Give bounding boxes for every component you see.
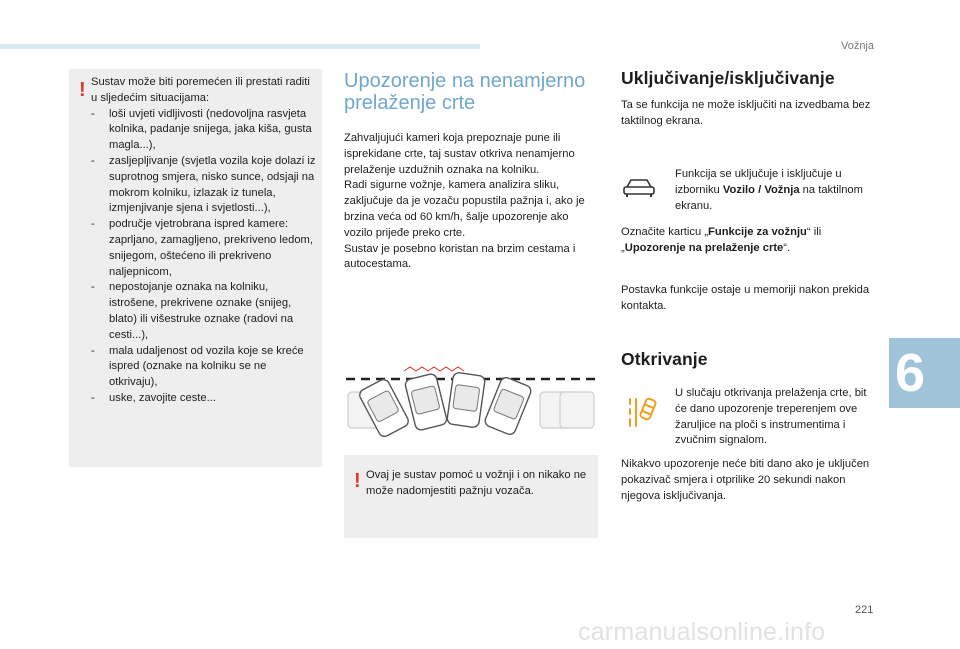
chapter-tab — [889, 338, 960, 408]
watermark: carmanualsonline.info — [578, 618, 826, 646]
section-title: Vožnja — [840, 40, 874, 52]
text-segment: “. — [783, 241, 791, 254]
header-bar — [0, 44, 480, 49]
text-segment: Funkcija se uključuje i isključuje u izborniku — [675, 168, 842, 196]
list-item: - loši uvjeti vidljivosti (nedovoljna rasvjeta kolnika, padanje snijega, jaka kiša, gusta magla...), — [91, 107, 317, 154]
paragraph: Sustav je posebno koristan na brzim cestama i autocestama. — [344, 242, 576, 271]
paragraph: Ta se funkcija ne može isključiti na izvedbama bez taktilnog ekrana. — [621, 99, 871, 127]
warning-box-driver-attention — [344, 455, 598, 538]
paragraph — [675, 167, 875, 214]
text-segment: Označite karticu „ — [621, 226, 709, 238]
intro-paragraphs — [344, 131, 598, 273]
warning-box-conditions — [69, 69, 322, 467]
warning-exclamation-icon: ! — [79, 79, 86, 101]
paragraph: Zahvaljujući kameri koja prepoznaje pune ili isprekidane crte, taj sustav otkriva nenamjerno prelaženje uzdužnih oznaka na kolniku. — [344, 132, 575, 176]
lane-departure-icon — [627, 391, 659, 429]
chapter-number: 6 — [894, 343, 926, 403]
section-heading-activation: Uključivanje/isključivanje — [621, 68, 835, 88]
text-segment: “ ili „ — [621, 226, 822, 254]
paragraph — [621, 225, 877, 257]
section-heading-lane-departure: Upozorenje na nenamjerno prelaženje crte — [344, 70, 586, 114]
list-item: - područje vjetrobrana ispred kamere: zaprljano, zamagljeno, prekriveno ledom, snijegom, oštećeno ili prekriveno naljepnicom, — [91, 217, 317, 280]
lane-departure-illustration — [344, 358, 598, 438]
text-segment: na taktilnom ekranu. — [675, 183, 863, 212]
tab-name: Funkcije za vožnju — [708, 226, 807, 238]
warning-text — [91, 75, 317, 407]
page-number: 221 — [855, 604, 874, 616]
paragraph: Nikakvo upozorenje neće biti dano ako je uključen pokazivač smjera i otprilike 20 sekundi nakon njegova isključivanja. — [621, 458, 870, 502]
paragraph: Postavka funkcije ostaje u memoriji nakon prekida kontakta. — [621, 284, 870, 312]
car-icon — [621, 175, 657, 199]
list-item: - mala udaljenost od vozila koje se kreće ispred (oznake na kolniku se ne otkrivaju), — [91, 344, 317, 391]
option-name: Upozorenje na prelaženje crte — [624, 241, 784, 254]
condition-list — [91, 107, 317, 407]
menu-path: Vozilo / Vožnja — [722, 183, 800, 196]
warning-intro: Sustav može biti poremećen ili prestati raditi u sljedećim situacijama: — [91, 76, 310, 104]
paragraph: Radi sigurne vožnje, kamera analizira sliku, zaključuje da je vozaču popustila pažnja i, ako je brzina veća od 60 km/h, šalje upozorenje ako vozilo prijeđe preko crte. — [344, 179, 585, 239]
warning-text: Ovaj je sustav pomoć u vožnji i on nikako ne može nadomjestiti pažnju vozača. — [366, 469, 587, 497]
list-item: - nepostojanje oznaka na kolniku, istrošene, prekrivene oznake (snijeg, blato) ili višestruke oznake (radovi na cesti...), — [91, 280, 317, 343]
section-heading-detection: Otkrivanje — [621, 349, 708, 369]
paragraph: U slučaju otkrivanja prelaženja crte, bit će dano upozorenje treperenjem ove žaruljice na ploči s instrumentima i zvučnim signalom. — [675, 387, 867, 447]
warning-exclamation-icon: ! — [354, 470, 361, 492]
list-item: - zasljepljivanje (svjetla vozila koje dolazi iz suprotnog smjera, nisko sunce, odsjaji na mokrom kolniku, izlazak iz tunela, izmjenjivanje sjena i svjetlosti...), — [91, 154, 317, 217]
list-item: - uske, zavojite ceste... — [91, 391, 317, 407]
